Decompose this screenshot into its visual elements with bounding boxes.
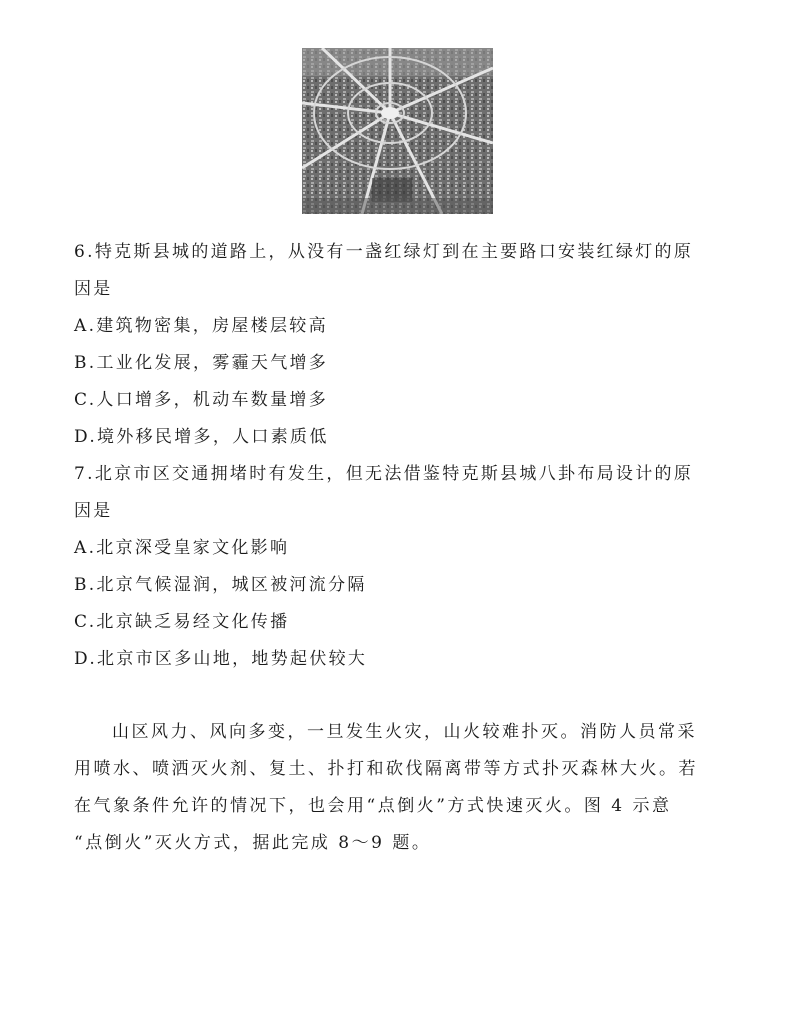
passage-line-2: 用喷水、喷洒灭火剂、复土、扑打和砍伐隔离带等方式扑灭森林大火。若 [74,759,698,779]
question-7-stem-continued: 因是 [74,501,113,521]
question-7-option-d: D.北京市区多山地，地势起伏较大 [74,649,368,669]
question-6-stem-continued: 因是 [74,279,113,299]
question-6-stem: 6.特克斯县城的道路上，从没有一盏红绿灯到在主要路口安装红绿灯的原 [74,242,694,262]
city-aerial-photo [302,48,493,214]
question-6-option-b: B.工业化发展，雾霾天气增多 [74,353,329,373]
passage-line-3: 在气象条件允许的情况下，也会用“点倒火”方式快速灭火。图 4 示意 [74,796,672,816]
question-6-option-c: C.人口增多，机动车数量增多 [74,390,329,410]
question-7-stem: 7.北京市区交通拥堵时有发生，但无法借鉴特克斯县城八卦布局设计的原 [74,464,694,484]
question-6-option-d: D.境外移民增多，人口素质低 [74,427,329,447]
question-6-option-a: A.建筑物密集，房屋楼层较高 [74,316,328,336]
question-7-option-c: C.北京缺乏易经文化传播 [74,612,290,632]
question-7-option-b: B.北京气候湿润，城区被河流分隔 [74,575,367,595]
question-7-option-a: A.北京深受皇家文化影响 [74,538,290,558]
passage-line-1: 山区风力、风向多变，一旦发生火灾，山火较难扑灭。消防人员常采 [112,722,697,742]
passage-line-4: “点倒火”灭火方式，据此完成 8～9 题。 [74,833,432,853]
city-aerial-photo-drawing [302,48,493,214]
